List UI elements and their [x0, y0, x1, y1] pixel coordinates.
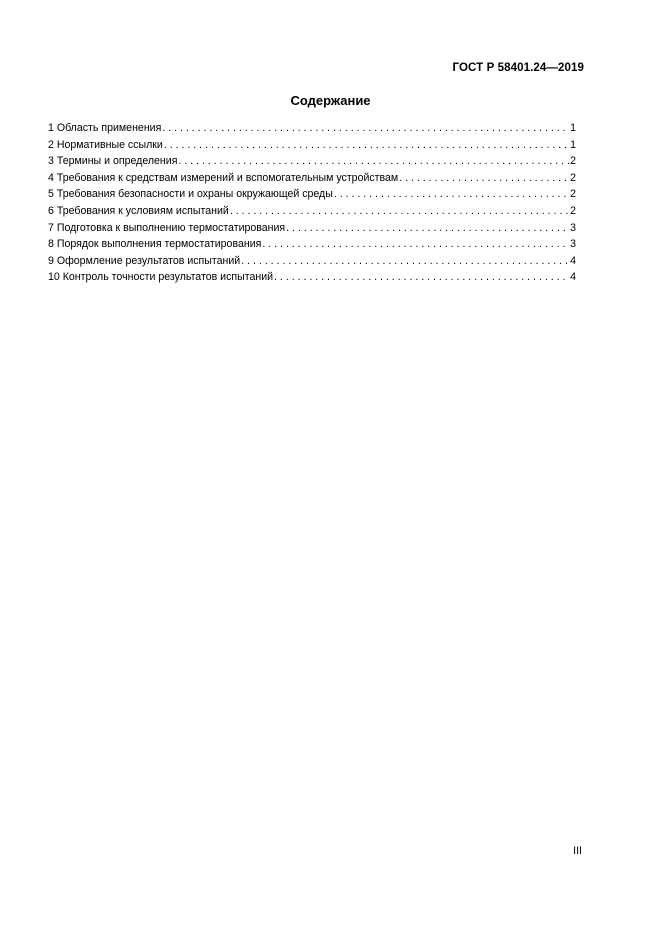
- toc-entry[interactable]: [48, 137, 576, 154]
- toc-entry[interactable]: [48, 153, 576, 170]
- toc-entry[interactable]: [48, 220, 576, 237]
- toc-dot-leader: [399, 170, 569, 187]
- toc-entry-page: 4: [570, 271, 576, 284]
- toc-entry-text: 6 Требования к условиям испытаний: [48, 204, 229, 217]
- toc-entry-text: 7 Подготовка к выполнению термостатирования: [48, 221, 286, 234]
- toc-entry-page: 1: [570, 122, 576, 134]
- toc-entry-text: 3 Термины и определения: [48, 155, 178, 168]
- toc-entry-text: 9 Оформление результатов испытаний: [48, 254, 241, 267]
- toc-entry-text: 2 Нормативные ссылки: [48, 138, 163, 151]
- toc-dot-leader: [230, 203, 569, 220]
- toc-entry[interactable]: [48, 186, 576, 203]
- toc-entry-text: 4 Требования к средствам измерений и вспомогательным устройствам: [48, 171, 399, 184]
- toc-entry-page: 3: [570, 221, 576, 234]
- toc-title: Содержание: [290, 93, 371, 108]
- table-of-contents: [48, 120, 576, 286]
- toc-dot-leader: [241, 253, 569, 270]
- toc-dot-leader: [164, 137, 569, 154]
- toc-dot-leader: [178, 153, 569, 170]
- toc-dot-leader: [162, 120, 569, 137]
- toc-entry[interactable]: [48, 120, 576, 137]
- toc-entry-text: 8 Порядок выполнения термостатирования: [48, 238, 262, 251]
- toc-entry-page: 2: [570, 204, 576, 217]
- toc-entry-page: 2: [570, 188, 576, 201]
- toc-entry-text: 10 Контроль точности результатов испытаний: [48, 271, 274, 284]
- document-code: ГОСТ Р 58401.24—2019: [452, 62, 584, 74]
- toc-entry[interactable]: [48, 203, 576, 220]
- toc-entry[interactable]: [48, 236, 576, 253]
- toc-dot-leader: [262, 236, 569, 253]
- page-number: III: [573, 845, 582, 857]
- toc-dot-leader: [334, 186, 569, 203]
- toc-entry-text: 5 Требования безопасности и охраны окружающей среды: [48, 188, 333, 201]
- toc-entry[interactable]: [48, 253, 576, 270]
- toc-dot-leader: [286, 220, 569, 237]
- toc-entry-page: 3: [570, 238, 576, 251]
- toc-entry[interactable]: [48, 269, 576, 286]
- toc-entry-text: 1 Область применения: [48, 122, 162, 134]
- toc-entry-page: 2: [570, 155, 576, 168]
- toc-entry-page: 2: [570, 171, 576, 184]
- toc-entry[interactable]: [48, 170, 576, 187]
- toc-dot-leader: [274, 269, 569, 286]
- toc-entry-page: 1: [570, 138, 576, 151]
- toc-entry-page: 4: [570, 254, 576, 267]
